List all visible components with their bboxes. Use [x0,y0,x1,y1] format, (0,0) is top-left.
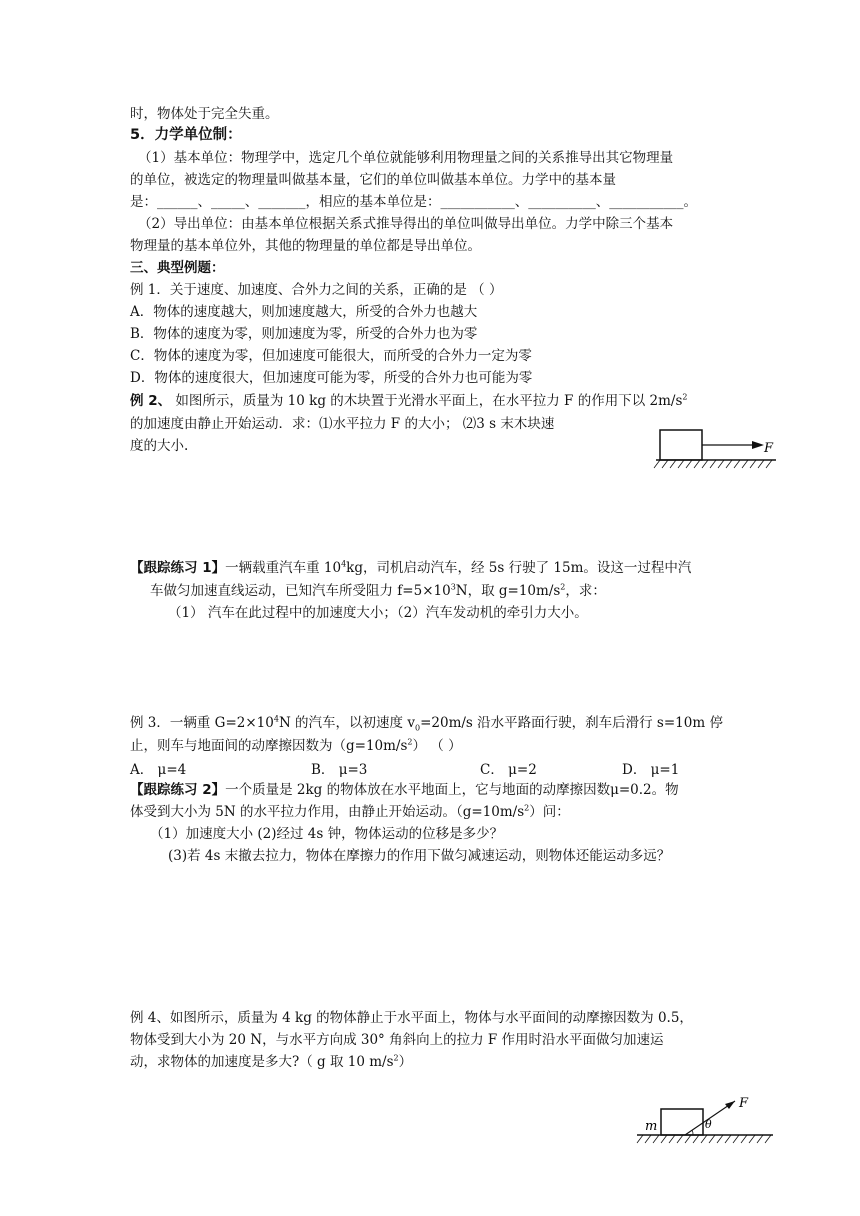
option-d: D． μ=1 [622,762,680,778]
text-line [130,736,462,756]
block-force-diagram [640,422,780,478]
ground-hatch [637,1135,771,1143]
text: 车做匀加速直线运动，已知汽车所受阻力 f=5×10 [150,583,451,599]
subscript: 0 [414,723,421,733]
tracking-exercise-2-line [130,780,679,800]
force-label: F [739,1096,749,1111]
text-line: 的加速度由静止开始运动．求：⑴水平拉力 F 的大小； ⑵3 s 末木块速 [130,416,555,432]
text: ） [398,1054,413,1070]
text: 体受到大小为 5N 的水平拉力作用，由静止开始运动。（g=10m/s [130,804,525,820]
superscript: 4 [273,714,279,724]
option-d: D．物体的速度很大，但加速度可能为零，所受的合外力也可能为零 [130,370,533,386]
text: ）问： [529,804,570,820]
text-line: （1）基本单位：物理学中，选定几个单位就能够利用物理量之间的关系推导出其它物理量 [138,150,674,166]
text: ，求： [565,583,606,599]
text: 一个质量是 2kg 的物体放在水平地面上，它与地面的动摩擦因数μ=0.2。物 [225,782,679,798]
text: N 的汽车，以初速度 v [278,715,415,731]
text-line: （1） 汽车在此过程中的加速度大小；（2）汽车发动机的牵引力大小。 [168,605,588,621]
text: =20m/s 沿水平路面行驶，刹车后滑行 s=10m 停 [420,715,723,731]
text: 动，求物体的加速度是多大?（ g 取 10 m/s [130,1054,394,1070]
tracking-exercise-1-line [130,558,691,578]
example-4-line: 例 4、如图所示，质量为 4 kg 的物体静止于水平面上，物体与水平面间的动摩擦因数为 0.5， [130,1010,693,1026]
option-c: C．物体的速度为零，但加速度可能很大，而所受的合外力一定为零 [130,348,532,364]
superscript: 2 [407,737,413,747]
text-line: 物体受到大小为 20 N，与水平方向成 30° 角斜向上的拉力 F 作用时沿水平面做匀加速运 [130,1032,664,1048]
option-a: A．物体的速度越大，则加速度越大，所受的合外力也越大 [130,304,478,320]
option-c: C． μ=2 [480,762,537,778]
section-heading: 5．力学单位制： [130,127,242,143]
text-line: 的单位，被选定的物理量叫做基本量，它们的单位叫做基本单位。力学中的基本量 [130,172,616,188]
text-line: 时，物体处于完全失重。 [130,106,279,122]
example-2-line [130,391,687,411]
block [661,1109,703,1135]
angle-label: θ [705,1118,712,1131]
tracking-exercise-2-label: 【跟踪练习 2】 [130,782,226,798]
inclined-force-diagram [635,1095,775,1151]
text-line: （1）加速度大小 (2)经过 4s 钟，物体运动的位移是多少？ [150,826,504,842]
superscript: 2 [560,582,566,592]
force-label: F [764,441,774,456]
option-b: B． μ=3 [311,762,368,778]
text: N，取 g=10m/s [455,583,561,599]
text: 止，则车与地面间的动摩擦因数为（g=10m/s [130,738,408,754]
text-line [150,581,606,601]
example-2-label: 例 2、 [130,393,172,409]
ground-hatch [654,460,772,468]
block [660,430,702,460]
text: 例 3．一辆重 G=2×10 [130,715,274,731]
text-line [130,802,570,822]
text: kg，司机启动汽车，经 5s 行驶了 15m。设这一过程中汽 [346,560,692,576]
option-b: B．物体的速度为零，则加速度为零，所受的合外力也为零 [130,326,478,342]
superscript: 2 [524,803,530,813]
superscript: 2 [393,1053,399,1063]
text: 如图所示，质量为 10 kg 的木块置于光滑水平面上，在水平拉力 F 的作用下以 2m/s [171,393,683,409]
example-1-question: 例 1．关于速度、加速度、合外力之间的关系，正确的是 （ ） [130,282,503,298]
option-a: A． μ=4 [130,762,187,778]
force-arrow-head [725,1101,735,1109]
superscript: 2 [682,392,688,402]
section-heading: 三、典型例题： [130,260,225,276]
force-arrow-head [752,441,764,449]
fill-blank-line: 是：______、_____、_______，相应的基本单位是：___________、__________、___________。 [130,194,697,210]
text: 一辆载重汽车重 10 [225,560,342,576]
mass-label: m [645,1119,658,1134]
text: ） （ ） [412,738,462,754]
superscript: 3 [450,582,456,592]
text-line [130,1052,412,1072]
text-line: (3)若 4s 末撤去拉力，物体在摩擦力的作用下做匀减速运动，则物体还能运动多远？ [168,848,671,864]
text-line: 度的大小. [130,438,189,454]
example-3-line [130,713,723,733]
superscript: 4 [341,559,347,569]
tracking-exercise-1-label: 【跟踪练习 1】 [130,560,226,576]
text-line: （2）导出单位：由基本单位根据关系式推导得出的单位叫做导出单位。力学中除三个基本 [138,216,674,232]
text-line: 物理量的基本单位外，其他的物理量的单位都是导出单位。 [130,238,481,254]
